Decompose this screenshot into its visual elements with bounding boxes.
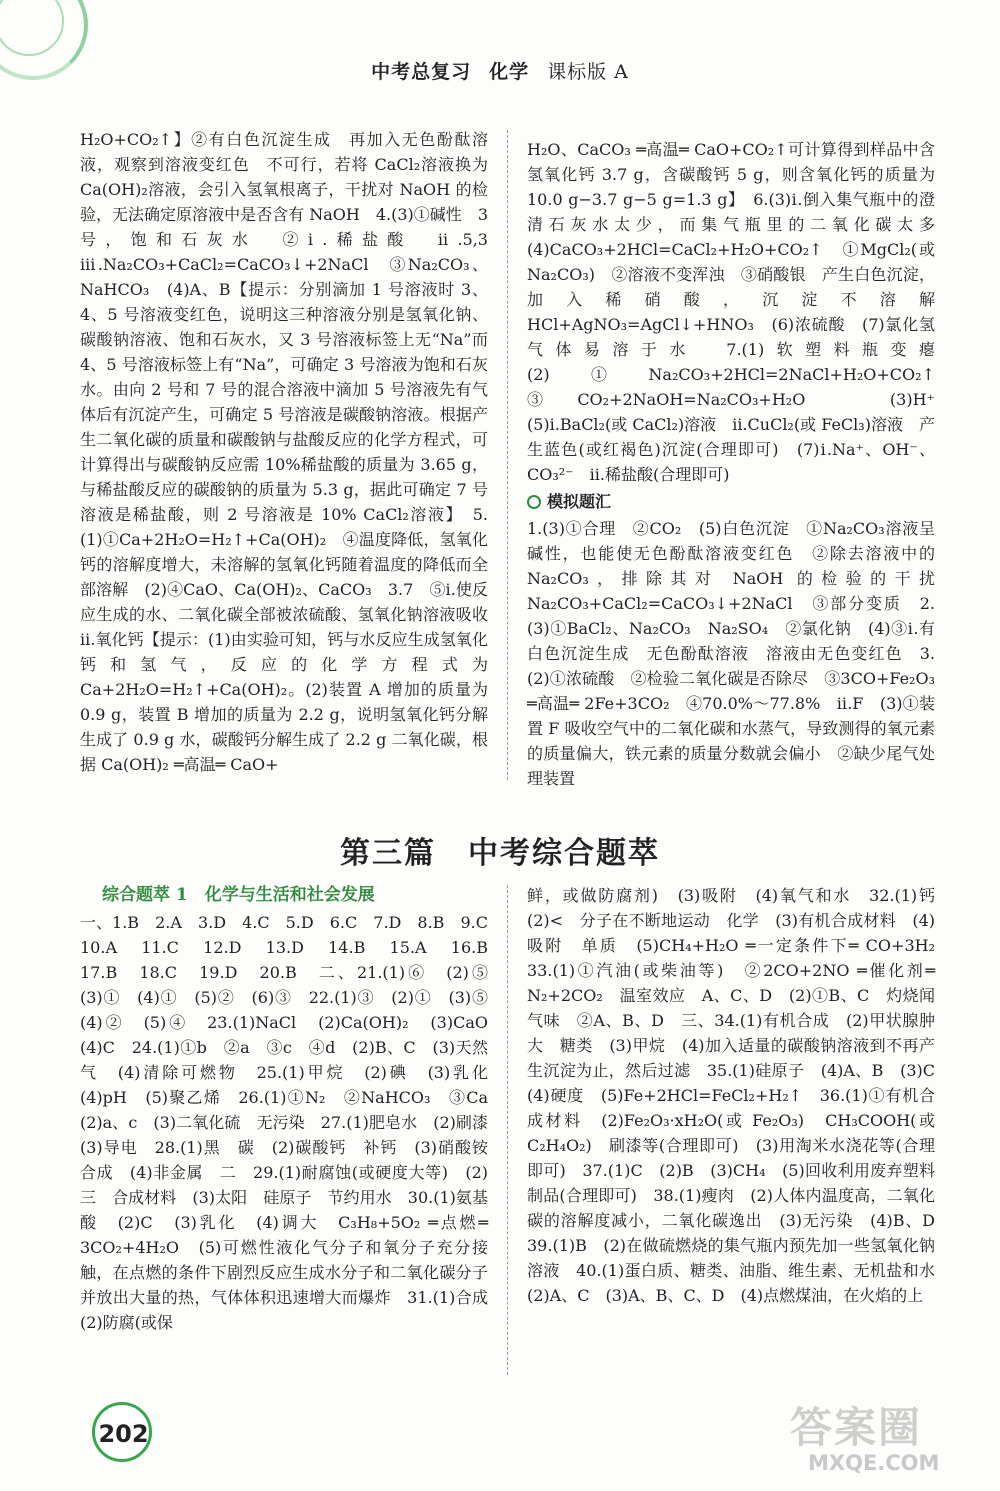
header-book: 中考总复习 xyxy=(371,61,472,83)
answer-column-top-right xyxy=(527,137,952,791)
sub-heading: 综合题萃 1 化学与生活和社会发展 xyxy=(102,885,375,905)
header-subject: 化学 xyxy=(489,61,530,83)
section-title: 第三篇 中考综合题萃 xyxy=(340,836,660,871)
running-header xyxy=(0,57,1000,84)
answer-paragraph: H₂O+CO₂↑】②有白色沉淀生成 再加入无色酚酞溶液，观察到溶液变红色 不可行，若将 CaCl₂溶液换为 Ca(OH)₂溶液，会引入氢氧根离子，干扰对 NaOH 的检验，无法确定原溶液中是否含有 NaOH 4.(3)①碱性 3 号，饱和石灰水 ②ⅰ.稀盐酸 ⅱ.5,3 ⅲ.Na₂CO₃+CaCl₂=CaCO₃↓+2NaCl ③Na₂CO₃、NaHCO₃ (4)A、B【提示：分别滴加 1 号溶液时 3、4、5 号溶液变红色，说明这三种溶液分别是氢氧化钠、碳酸钠溶液、饱和石灰水，又 3 号溶液标签上无“Na”而 4、5 号溶液标签上有“Na”，可确定 3 号溶液为饱和石灰水。由向 2 号和 7 号的混合溶液中滴加 5 号溶液先有气体后有沉淀产生，可确定 5 号溶液是碳酸钠溶液。根据产生二氧化碳的质量和碳酸钠与盐酸反应的化学方程式，可计算得出与碳酸钠反应需 10%稀盐酸的质量为 3.65 g，与稀盐酸反应的碳酸钠的质量为 5.3 g，据此可确定 7 号溶液是稀盐酸，则 2 号溶液是 10% CaCl₂溶液】 5.(1)①Ca+2H₂O=H₂↑+Ca(OH)₂ ④温度降低，氢氧化钙的溶解度增大，未溶解的氢氧化钙随着温度的降低而全部溶解 (2)④CaO、Ca(OH)₂、CaCO₃ 3.7 ⑤ⅰ.使反应生成的水、二氧化碳全部被浓硫酸、氢氧化钠溶液吸收 ⅱ.氧化钙【提示：(1)由实验可知，钙与水反应生成氢氧化钙和氢气，反应的化学方程式为 Ca+2H₂O=H₂↑+Ca(OH)₂。(2)装置 A 增加的质量为 0.9 g，装置 B 增加的质量为 2.2 g，说明氢氧化钙分解生成了 0.9 g 水，碳酸钙分解生成了 2.2 g 二氧化碳，根据 Ca(OH)₂ ═高温═ CaO+ xyxy=(80,130,505,774)
header-edition: 课标版 A xyxy=(547,61,629,83)
watermark-logo xyxy=(790,1395,990,1487)
watermark-url: MXQE.COM xyxy=(808,1451,940,1475)
column-divider xyxy=(507,130,508,780)
watermark-title: 答案圈 xyxy=(790,1403,923,1452)
answer-paragraph: 一、1.B 2.A 3.D 4.C 5.D 6.C 7.D 8.B 9.C 10.A 11.C 12.D 13.D 14.B 15.A 16.B 17.B 18.C 19.D 20.B 二、21.(1)⑥ (2)⑤ (3)① (4)① (5)② (6)③ 22.(1)③ (2)① (3)⑤ (4)② (5)④ 23.(1)NaCl (2)Ca(OH)₂ (3)CaO (4)C 24.(1)①b ②a ③c ④d (2)B、C (3)天然气 (4)清除可燃物 25.(1)甲烷 (2)碘 (3)乳化 (4)pH (5)聚乙烯 26.(1)①N₂ ②NaHCO₃ ③Ca (2)a、c (3)二氧化硫 无污染 27.(1)肥皂水 (2)刷漆 (3)导电 28.(1)黑 碳 (2)碳酸钙 补钙 (3)硝酸铵 合成 (4)非金属 二 29.(1)耐腐蚀(或硬度大等) (2)三 合成材料 (3)太阳 硅原子 节约用水 30.(1)氨基酸 (2)C (3)乳化 (4)调大 C₃H₈+5O₂ ═点燃═ 3CO₂+4H₂O (5)可燃性液化气分子和氧分子充分接触，在点燃的条件下剧烈反应生成水分子和二氧化碳分子并放出大量的热，气体体积迅速增大而爆炸 31.(1)合成 (2)防腐(或保 xyxy=(80,913,505,1332)
column-divider xyxy=(507,885,508,1375)
page-number: 202 xyxy=(98,1420,149,1448)
answer-paragraph: H₂O、CaCO₃ ═高温═ CaO+CO₂↑可计算得到样品中含氢氧化钙 3.7 g，含碳酸钙 5 g，则含氧化钙的质量为 10.0 g−3.7 g−5 g=1.3 g】 6.(3)ⅰ.倒入集气瓶中的澄清石灰水太少，而集气瓶里的二氧化碳太多 (4)CaCO₃+2HCl=CaCl₂+H₂O+CO₂↑ ①MgCl₂(或 Na₂CO₃) ②溶液不变浑浊 ③硝酸银 产生白色沉淀，加入稀硝酸，沉淀不溶解 HCl+AgNO₃=AgCl↓+HNO₃ (6)浓硫酸 (7)氯化氢气体易溶于水 7.(1)软塑料瓶变瘪 (2)①Na₂CO₃+2HCl=2NaCl+H₂O+CO₂↑ ③CO₂+2NaOH=Na₂CO₃+H₂O (3)H⁺ (5)ⅰ.BaCl₂(或 CaCl₂)溶液 ⅱ.CuCl₂(或 FeCl₃)溶液 产生蓝色(或红褐色)沉淀(合理即可) (7)ⅰ.Na⁺、OH⁻、CO₃²⁻ ⅱ.稀盐酸(合理即可) xyxy=(527,140,952,484)
answer-column-bottom-left xyxy=(80,883,505,1335)
mock-answers: 1.(3)①合理 ②CO₂ (5)白色沉淀 ①Na₂CO₃溶液呈碱性，也能使无色酚酞溶液变红色 ②除去溶液中的 Na₂CO₃，排除其对 NaOH 的检验的干扰 Na₂CO₃+CaCl₂=CaCO₃↓+2NaCl ③部分变质 2.(3)①BaCl₂、Na₂CO₃ Na₂SO₄ ②氯化钠 (4)③ⅰ.有白色沉淀生成 无色酚酞溶液 溶液由无色变红色 3.(2)①浓硫酸 ②检验二氧化碳是否除尽 ③3CO+Fe₂O₃ ═高温═ 2Fe+3CO₂ ④70.0%～77.8% ⅱ.F (3)①装置 F 吸收空气中的二氧化碳和水蒸气，导致测得的氧元素的质量偏大，铁元素的质量分数就会偏小 ②缺少尾气处理装置 xyxy=(527,519,952,788)
answer-column-top-left xyxy=(80,127,505,777)
answer-column-bottom-right xyxy=(527,883,952,1308)
mock-section-heading xyxy=(527,489,935,514)
answer-paragraph: 鲜，或做防腐剂) (3)吸附 (4)氧气和水 32.(1)钙 (2)< 分子在不断地运动 化学 (3)有机合成材料 (4)吸附 单质 (5)CH₄+H₂O ═一定条件下═ CO+3H₂ 33.(1)①汽油(或柴油等) ②2CO+2NO ═催化剂═ N₂+2CO₂ 温室效应 A、C、D (2)①B、C 灼烧闻气味 ②A、B、D 三、34.(1)有机合成 (2)甲状腺肿大 糖类 (3)甲烷 (4)加入适量的碳酸钠溶液到不再产生沉淀为止，然后过滤 35.(1)硅原子 (4)A、B (3)C (4)硬度 (5)Fe+2HCl=FeCl₂+H₂↑ 36.(1)①有机合成材料 (2)Fe₂O₃·xH₂O(或 Fe₂O₃) CH₃COOH(或 C₂H₄O₂) 刷漆等(合理即可) (3)用淘米水浇花等(合理即可) 37.(1)C (2)B (3)CH₄ (5)回收利用废弃塑料制品(合理即可) 38.(1)瘦肉 (2)人体内温度高，二氧化碳的溶解度减小，二氧化碳逸出 (3)无污染 (4)B、D 39.(1)B (2)在做硫燃烧的集气瓶内预先加一些氢氧化钠溶液 40.(1)蛋白质、糖类、油脂、维生素、无机盐和水 (2)A、C (3)A、B、C、D (4)点燃煤油，在火焰的上 xyxy=(527,886,952,1305)
mock-heading-text: 模拟题汇 xyxy=(547,492,612,511)
section-bullet-icon xyxy=(527,495,541,509)
